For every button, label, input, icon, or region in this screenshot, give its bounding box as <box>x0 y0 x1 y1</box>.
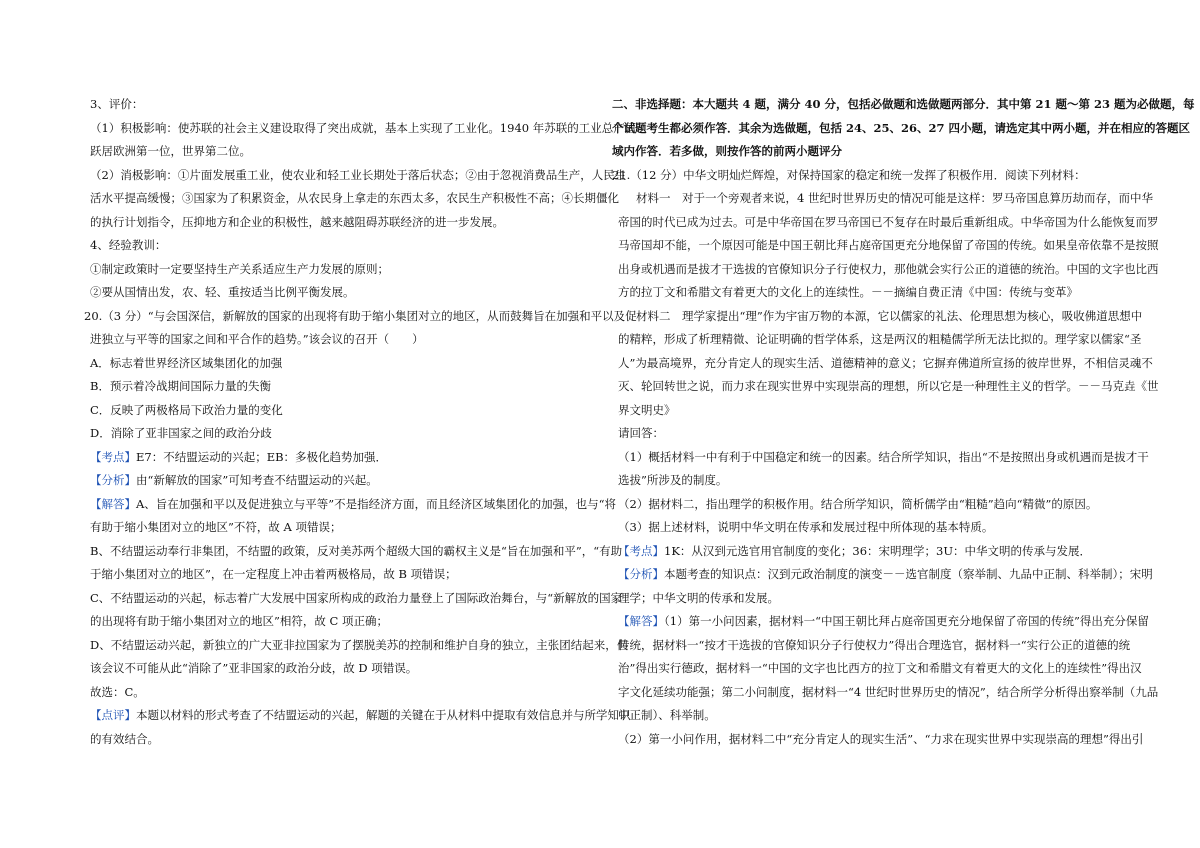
section-tag: 【考点】 <box>90 449 136 464</box>
line-text: 方的拉丁文和希腊文有着更大的文化上的连续性。－－摘编自费正清《中国：传统与变革》 <box>618 285 1078 299</box>
line-text: 1K：从汉到元选官用官制度的变化；36：宋明理学；3U：中华文明的传承与发展． <box>664 543 1092 558</box>
line-text: ①制定政策时一定要坚持生产关系适应生产力发展的原则； <box>90 261 389 276</box>
line-text: 有助于缩小集团对立的地区”不符，故 A 项错误； <box>90 520 342 534</box>
line-text: 的出现将有助于缩小集团对立的地区”相符，故 C 项正确； <box>90 614 388 628</box>
text-line <box>90 143 251 159</box>
text-line <box>618 496 1097 512</box>
line-text: B、不结盟运动奉行非集团，不结盟的政策，反对美苏两个超级大国的霸权主义是“旨在加强和平”，“有助 <box>90 543 623 558</box>
text-line <box>90 496 616 512</box>
line-text: 材料二 理学家提出“理”作为宇宙万物的本源，它以儒家的礼法、伦理思想为核心，吸收佛道思想中 <box>636 308 1143 323</box>
line-text: 中正制）、科举制。 <box>618 708 716 722</box>
line-text: A、旨在加强和平以及促进独立与平等”不是指经济方面，而且经济区域集团化的加强，也与“将 <box>136 496 617 511</box>
text-line <box>618 660 1142 676</box>
text-line <box>618 590 779 606</box>
line-text: 3、评价： <box>90 97 144 111</box>
line-text: 的有效结合。 <box>90 731 159 746</box>
text-line <box>90 660 417 676</box>
text-line <box>90 284 355 300</box>
text-line <box>636 190 1153 206</box>
text-line <box>618 543 1091 559</box>
section-tag: 【考点】 <box>618 543 664 558</box>
line-text: 本题考查的知识点：汉到元政治制度的演变－－选官制度（察举制、九品中正制、科举制）；宋明 <box>664 567 1153 581</box>
text-line <box>618 566 1153 582</box>
line-text: （2）消极影响：①片面发展重工业，使农业和轻工业长期处于落后状态；②由于忽视消费品生产，人民生 <box>90 167 627 182</box>
line-text: （1）积极影响：使苏联的社会主义建设取得了突出成就，基本上实现了工业化。1940 年苏联的工业总产值 <box>90 120 637 135</box>
line-text: 界文明史》 <box>618 402 676 417</box>
line-text: 帝国的时代已成为过去。可是中华帝国在罗马帝国已不复存在时最后重新组成。中华帝国为什么能恢复而罗 <box>618 214 1159 229</box>
text-line <box>90 190 619 206</box>
text-line <box>90 449 387 465</box>
section-tag: 【解答】 <box>90 496 136 511</box>
line-text: 治”得出实行德政，据材料一“中国的文字也比西方的拉丁文和希腊文有着更大的文化上的连续性”得出汉 <box>618 661 1142 675</box>
line-text: C、不结盟运动的兴起，标志着广大发展中国家所构成的政治力量登上了国际政治舞台，与“新解放的国家 <box>90 590 623 605</box>
line-text: （2）据材料二，指出理学的积极作用。结合所学知识，简析儒学由“粗糙”趋向“精微”的原因。 <box>618 496 1098 511</box>
line-text: 二、非选择题：本大题共 4 题，满分 40 分，包括必做题和选做题两部分．其中第 21 题～第 23 题为必做题，每 <box>612 97 1195 111</box>
line-text: 个试题考生都必须作答．其余为选做题，包括 24、25、26、27 四小题，请选定其中两小题，并在相应的答题区 <box>612 120 1191 135</box>
text-line <box>90 731 159 747</box>
line-text: 故选：C。 <box>90 684 145 699</box>
line-text: B．预示着冷战期间国际力量的失衡 <box>90 379 271 393</box>
line-text: 出身或机遇而是拔才干选拔的官僚知识分子行使权力，那他就会实行公正的道德的统治。中国的文字也比西 <box>618 261 1159 276</box>
line-text: 本题以材料的形式考查了不结盟运动的兴起，解题的关键在于从材料中提取有效信息并与所学知识 <box>136 708 631 722</box>
line-text: 由“新解放的国家”可知考查不结盟运动的兴起。 <box>136 473 378 487</box>
line-text: 20.（3 分）“与会国深信，新解放的国家的出现将有助于缩小集团对立的地区，从而鼓舞旨在加强和平以及促 <box>84 308 637 323</box>
text-line <box>636 308 1142 324</box>
line-text: 跃居欧洲第一位，世界第二位。 <box>90 144 251 158</box>
text-line <box>90 590 622 606</box>
line-text: 活水平提高缓慢；③国家为了积累资金，从农民身上拿走的东西太多，农民生产积极性不高；④长期僵化 <box>90 191 619 205</box>
text-line <box>612 143 842 159</box>
text-line <box>618 214 1159 230</box>
text-line <box>618 519 993 535</box>
line-text: ②要从国情出发，农、轻、重按适当比例平衡发展。 <box>90 285 355 299</box>
text-line <box>90 355 282 371</box>
text-line <box>618 637 1130 653</box>
text-line <box>90 613 388 629</box>
line-text: C．反映了两极格局下政治力量的变化 <box>90 402 283 417</box>
line-text: （2）第一小问作用，据材料二中“充分肯定人的现实生活”、“力求在现实世界中实现崇高的理想”得出引 <box>618 731 1144 746</box>
section-tag: 【点评】 <box>90 708 136 722</box>
line-text: D、不结盟运动兴起，新独立的广大亚非拉国家为了摆脱美苏的控制和维护自身的独立，主张团结起来，但 <box>90 637 629 652</box>
text-line <box>90 684 145 700</box>
section-tag: 【解答】 <box>618 614 664 628</box>
text-line <box>90 120 636 136</box>
text-line <box>618 472 727 488</box>
text-line <box>618 237 1159 253</box>
text-line <box>90 378 271 394</box>
text-line <box>90 402 283 418</box>
text-line <box>618 402 676 418</box>
line-text: 灭、轮回转世之说，而力求在现实世界中实现崇高的理想，所以它是一种理性主义的哲学。－－马克垚《世 <box>618 379 1159 393</box>
text-line <box>90 237 166 253</box>
text-line <box>618 355 1153 371</box>
text-line <box>612 120 1190 136</box>
text-line <box>612 167 1086 183</box>
line-text: 4、经验教训： <box>90 238 167 252</box>
line-text: 请回答： <box>618 426 664 440</box>
line-text: 人”为最高境界，充分肯定人的现实生活、道德精神的意义；它摒弃佛道所宣扬的彼岸世界，不相信灵魂不 <box>618 355 1153 370</box>
line-text: 21.（12 分）中华文明灿烂辉煌，对保持国家的稳定和统一发挥了积极作用．阅读下列材料： <box>612 167 1086 182</box>
line-text: （1）概括材料一中有利于中国稳定和统一的因素。结合所学知识，指出“不是按照出身或机遇而是拔才干 <box>618 449 1149 464</box>
line-text: 的精粹，形成了析理精微、论证明确的哲学体系，这是两汉的粗糙儒学所无法比拟的。理学家以儒家“圣 <box>618 332 1142 346</box>
line-text: D．消除了亚非国家之间的政治分歧 <box>90 426 272 440</box>
text-line <box>90 425 272 441</box>
text-line <box>618 378 1159 394</box>
text-line <box>618 449 1149 465</box>
text-line <box>618 425 664 441</box>
text-line <box>612 96 1195 112</box>
line-text: 该会议不可能从此“消除了”亚非国家的政治分歧，故 D 项错误。 <box>90 661 418 675</box>
text-line <box>90 707 631 723</box>
line-text: （1）第一小问因素，据材料一“中国王朝比拜占庭帝国更充分地保留了帝国的传统”得出充分保留 <box>664 614 1149 628</box>
line-text: 于缩小集团对立的地区”，在一定程度上冲击着两极格局，故 B 项错误； <box>90 567 457 581</box>
line-text: 理学；中华文明的传承和发展。 <box>618 590 779 605</box>
text-line <box>90 519 342 535</box>
line-text: 传统，据材料一“按才干选拔的官僚知识分子行使权力”得出合理选官，据材料一“实行公正的道德的统 <box>618 637 1131 652</box>
text-line <box>618 261 1159 277</box>
text-line <box>618 284 1078 300</box>
line-text: 选拔”所涉及的制度。 <box>618 473 728 487</box>
line-text: 字文化延续功能强；第二小问制度，据材料一“4 世纪时世界历史的情况”，结合所学分析得出察举制（九品 <box>618 684 1159 699</box>
text-line <box>90 167 626 183</box>
text-line <box>90 472 378 488</box>
text-line <box>618 684 1158 700</box>
text-line <box>618 331 1141 347</box>
section-tag: 【分析】 <box>618 567 664 581</box>
line-text: E7：不结盟运动的兴起；EB：多极化趋势加强． <box>136 449 388 464</box>
text-line <box>90 214 504 230</box>
text-line <box>618 731 1143 747</box>
text-line <box>90 261 389 277</box>
section-tag: 【分析】 <box>90 473 136 487</box>
line-text: 域内作答．若多做，则按作答的前两小题评分 <box>612 144 842 158</box>
line-text: （3）据上述材料，说明中华文明在传承和发展过程中所体现的基本特质。 <box>618 520 994 534</box>
text-line <box>84 308 637 324</box>
line-text: A．标志着世界经济区域集团化的加强 <box>90 355 283 370</box>
text-line <box>618 613 1149 629</box>
text-line <box>90 543 622 559</box>
line-text: 进独立与平等的国家之间和平合作的趋势。”该会议的召开（ ） <box>90 332 424 346</box>
line-text: 马帝国却不能，一个原因可能是中国王朝比拜占庭帝国更充分地保留了帝国的传统。如果皇帝依靠不是按照 <box>618 238 1159 252</box>
text-line <box>90 637 628 653</box>
text-line <box>90 96 143 112</box>
text-line <box>90 331 424 347</box>
line-text: 的执行计划指令，压抑地方和企业的积极性，越来越阻碍苏联经济的进一步发展。 <box>90 214 504 229</box>
text-line <box>90 566 457 582</box>
text-line <box>618 707 716 723</box>
line-text: 材料一 对于一个旁观者来说，4 世纪时世界历史的情况可能是这样：罗马帝国息算历劫而存，而中华 <box>636 191 1153 205</box>
